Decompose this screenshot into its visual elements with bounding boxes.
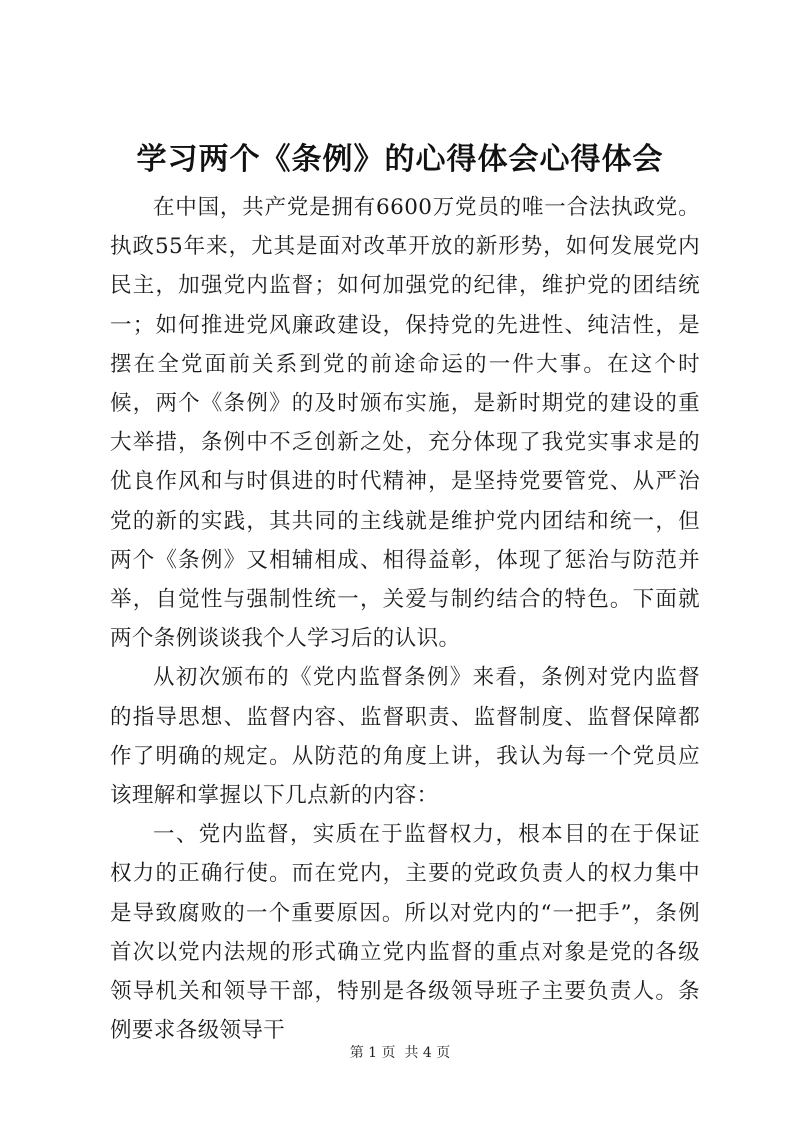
paragraph-3: 一、党内监督，实质在于监督权力，根本目的在于保证权力的正确行使。而在党内，主要的党政负责人的权力集中是导致腐败的一个重要原因。所以对党内的“一把手”，条例首次以党内法规的形式确立党内监督的重点对象是党的各级领导机关和领导干部，特别是各级领导班子主要负责人。条例要求各级领导干	[110, 822, 700, 1044]
page-number-label: 第 1 页 共 4 页	[349, 1045, 451, 1061]
document-title: 学习两个《条例》的心得体会心得体会	[136, 142, 664, 177]
document-body	[110, 188, 700, 1050]
page-footer	[0, 1043, 800, 1063]
paragraph-2: 从初次颁布的《党内监督条例》来看，条例对党内监督的指导思想、监督内容、监督职责、监督制度、监督保障都作了明确的规定。从防范的角度上讲，我认为每一个党员应该理解和掌握以下几点新的内容：	[110, 665, 700, 809]
paragraph-1: 在中国，共产党是拥有6600万党员的唯一合法执政党。执政55年来，尤其是面对改革开放的新形势，如何发展党内民主，加强党内监督；如何加强党的纪律，维护党的团结统一；如何推进党风廉政建设，保持党的先进性、纯洁性，是摆在全党面前关系到党的前途命运的一件大事。在这个时候，两个《条例》的及时颁布实施，是新时期党的建设的重大举措，条例中不乏创新之处，充分体现了我党实事求是的优良作风和与时俱进的时代精神，是坚持党要管党、从严治党的新的实践，其共同的主线就是维护党内团结和统一，但两个《条例》又相辅相成、相得益彰，体现了惩治与防范并举，自觉性与强制性统一，关爱与制约结合的特色。下面就两个条例谈谈我个人学习后的认识。	[110, 195, 700, 652]
